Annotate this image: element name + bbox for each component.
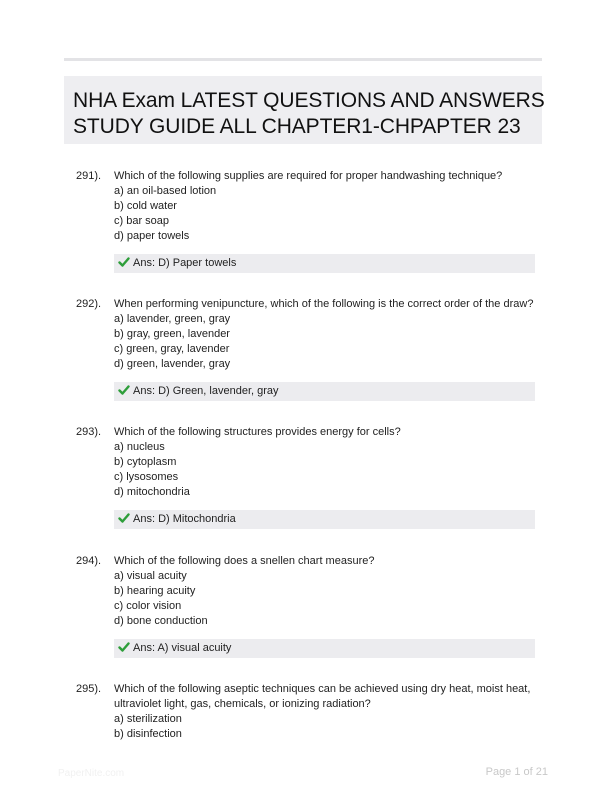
question-stem-line-2: ultraviolet light, gas, chemicals, or ionizing radiation? <box>114 698 371 710</box>
question-text <box>114 554 534 629</box>
answer-text: Ans: D) Mitochondria <box>133 513 236 525</box>
option-d: d) paper towels <box>114 230 190 242</box>
option-d: d) bone conduction <box>114 615 208 627</box>
option-a: a) sterilization <box>114 713 182 725</box>
top-rule <box>64 58 542 61</box>
checkmark-icon <box>118 384 130 396</box>
answer-bar <box>114 639 535 658</box>
option-a: a) nucleus <box>114 441 165 453</box>
option-c: c) green, gray, lavender <box>114 343 230 355</box>
option-b: b) cytoplasm <box>114 456 177 468</box>
title-box <box>64 76 545 144</box>
answer-text: Ans: D) Paper towels <box>133 257 237 269</box>
question-number: 291). <box>76 170 102 182</box>
answer-bar <box>114 382 535 401</box>
question-number: 293). <box>76 426 102 438</box>
footer-watermark: PaperNite.com <box>58 768 125 779</box>
question-stem: Which of the following supplies are required for proper handwashing technique? <box>114 170 503 182</box>
option-b: b) hearing acuity <box>114 585 196 597</box>
option-b: b) gray, green, lavender <box>114 328 230 340</box>
checkmark-icon <box>118 641 130 653</box>
question-number: 294). <box>76 555 102 567</box>
question-number: 295). <box>76 683 102 695</box>
option-d: d) green, lavender, gray <box>114 358 231 370</box>
option-c: c) color vision <box>114 600 182 612</box>
option-c: c) bar soap <box>114 215 170 227</box>
option-c: c) lysosomes <box>114 471 179 483</box>
question-stem: When performing venipuncture, which of the following is the correct order of the draw? <box>114 298 534 310</box>
checkmark-icon <box>118 256 130 268</box>
option-b: b) disinfection <box>114 728 182 740</box>
question-stem: Which of the following structures provides energy for cells? <box>114 426 401 438</box>
question-text <box>114 169 534 244</box>
answer-bar <box>114 254 535 273</box>
document-title-line-2: STUDY GUIDE ALL CHAPTER1-CHPAPTER 23 <box>73 115 521 138</box>
answer-bar <box>114 510 535 529</box>
document-title-line-1: NHA Exam LATEST QUESTIONS AND ANSWERS <box>73 89 545 112</box>
question-text <box>114 425 534 500</box>
option-a: a) lavender, green, gray <box>114 313 231 325</box>
question-number: 292). <box>76 298 102 310</box>
question-text <box>114 682 534 742</box>
question-text <box>114 297 534 372</box>
question-stem: Which of the following does a snellen chart measure? <box>114 555 375 567</box>
option-d: d) mitochondria <box>114 486 190 498</box>
page-number: Page 1 of 21 <box>485 766 548 778</box>
option-b: b) cold water <box>114 200 177 212</box>
answer-text: Ans: D) Green, lavender, gray <box>133 385 279 397</box>
checkmark-icon <box>118 512 130 524</box>
option-a: a) visual acuity <box>114 570 187 582</box>
option-a: a) an oil-based lotion <box>114 185 217 197</box>
question-stem-line-1: Which of the following aseptic techniques can be achieved using dry heat, moist heat, <box>114 683 531 695</box>
answer-text: Ans: A) visual acuity <box>133 642 232 654</box>
